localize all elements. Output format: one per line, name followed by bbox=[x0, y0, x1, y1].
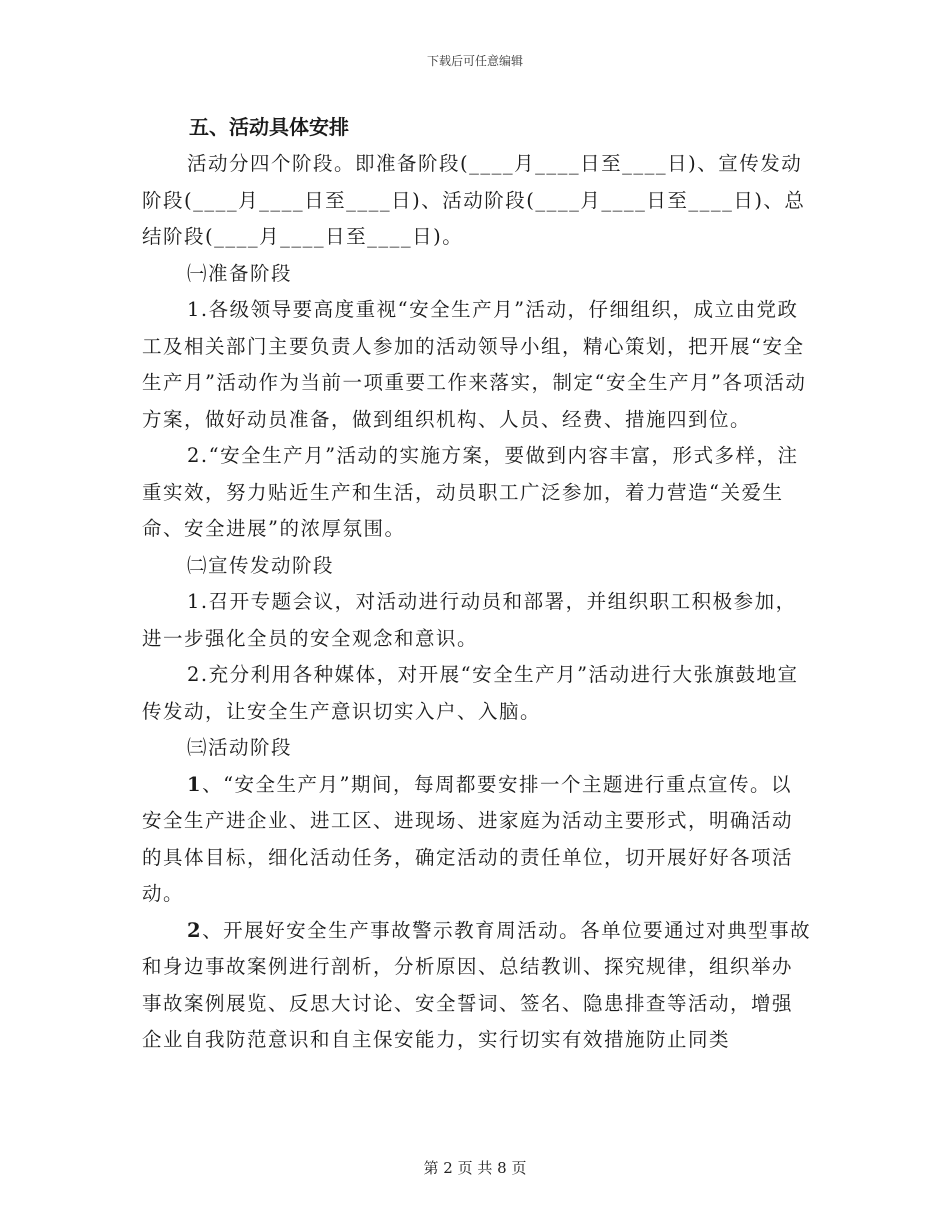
activity-item-number: 2 bbox=[187, 918, 203, 942]
publicity-item-2: 2.充分利用各种媒体，对开展“安全生产月”活动进行大张旗鼓地宣传发动，让安全生产意识切实入户、入脑。 bbox=[142, 663, 799, 723]
stage-heading-activity: ㈢活动阶段 bbox=[187, 736, 293, 759]
stage-heading-preparation: ㈠准备阶段 bbox=[187, 261, 293, 285]
stage-heading-publicity: ㈡宣传发动阶段 bbox=[187, 553, 335, 577]
activity-item-number: 1 bbox=[187, 772, 203, 796]
activity-item-1 bbox=[142, 767, 812, 913]
activity-item-text: 、“安全生产月”期间，每周都要安排一个主题进行重点宣传。以安全生产进企业、进工区、进现场、进家庭为活动主要形式，明确活动的具体目标，细化活动任务，确定活动的责任单位，切开展好好各项活动。 bbox=[142, 772, 794, 905]
preparation-item-2: 2.“安全生产月”活动的实施方案，要做到内容丰富，形式多样，注重实效，努力贴近生产和生活，动员职工广泛参加，着力营造“关爱生命、安全进展”的浓厚氛围。 bbox=[142, 444, 799, 540]
document-body bbox=[142, 108, 812, 1059]
activity-item-text: 、开展好安全生产事故警示教育周活动。各单位要通过对典型事故和身边事故案例进行剖析，分析原因、总结教训、探究规律，组织举办事故案例展览、反思大讨论、安全誓词、签名、隐患排查等活动，增强企业自我防范意识和自主保安能力，实行切实有效措施防止同类 bbox=[142, 918, 812, 1051]
preparation-item-1: 1.各级领导要高度重视“安全生产月”活动，仔细组织，成立由党政工及相关部门主要负责人参加的活动领导小组，精心策划，把开展“安全生产月”活动作为当前一项重要工作来落实，制定“安全生产月”各项活动方案，做好动员准备，做到组织机构、人员、经费、措施四到位。 bbox=[142, 298, 807, 431]
activity-item-2 bbox=[142, 913, 812, 1059]
publicity-item-1: 1.召开专题会议，对活动进行动员和部署，并组织职工积极参加，进一步强化全员的安全观念和意识。 bbox=[142, 590, 797, 650]
page-footer: 第 2 页 共 8 页 bbox=[423, 1159, 527, 1177]
section-intro: 活动分四个阶段。即准备阶段(____月____日至____日)、宣传发动阶段(____月____日至____日)、活动阶段(____月____日至____日)、总结阶段(____月____日至____日)。 bbox=[142, 152, 806, 248]
page-header: 下载后可任意编辑 bbox=[426, 54, 523, 68]
section-title: 五、活动具体安排 bbox=[189, 115, 349, 139]
